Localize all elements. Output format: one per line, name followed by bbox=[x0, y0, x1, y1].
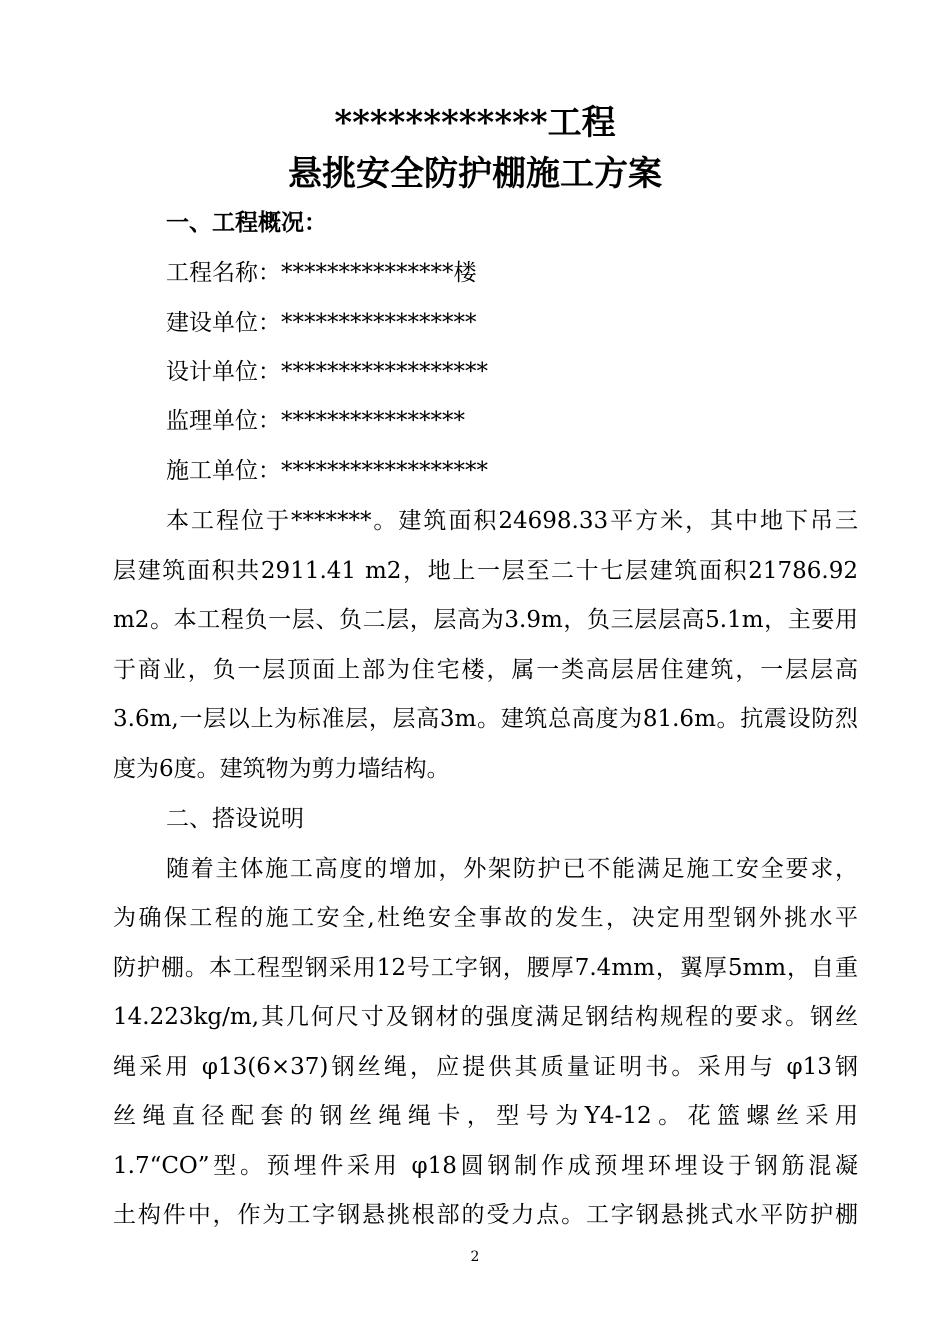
section-heading-setup: 二、搭设说明 bbox=[166, 806, 304, 832]
info-line-contractor: 施工单位：****************** bbox=[166, 458, 488, 484]
document-title-line-1: ************工程 bbox=[334, 103, 616, 143]
paragraph-setup-line: 土构件中，作为工字钢悬挑根部的受力点。工字钢悬挑式水平防护棚 bbox=[113, 1202, 858, 1228]
paragraph-overview-line: 于商业，负一层顶面上部为住宅楼，属一类高层居住建筑，一层层高 bbox=[113, 657, 858, 683]
page-number: 2 bbox=[470, 1249, 480, 1265]
paragraph-setup-line: 14.223kg/m,其几何尺寸及钢材的强度满足钢结构规程的要求。钢丝 bbox=[113, 1004, 858, 1030]
paragraph-setup-line: 为确保工程的施工安全,杜绝安全事故的发生，决定用型钢外挑水平 bbox=[113, 905, 858, 931]
paragraph-setup-line: 防护棚。本工程型钢采用12号工字钢，腰厚7.4mm，翼厚5mm，自重 bbox=[113, 955, 858, 981]
paragraph-setup-line: 丝绳直径配套的钢丝绳绳卡，型号为Y4-12。花篮螺丝采用 bbox=[113, 1103, 858, 1129]
paragraph-overview-line: 度为6度。建筑物为剪力墙结构。 bbox=[113, 756, 450, 782]
info-line-owner: 建设单位：***************** bbox=[166, 310, 477, 336]
document-title-line-2: 悬挑安全防护棚施工方案 bbox=[288, 154, 662, 194]
info-line-supervisor: 监理单位：**************** bbox=[166, 408, 465, 434]
section-heading-overview: 一、工程概况： bbox=[166, 209, 327, 236]
paragraph-overview-line: 本工程位于*******。建筑面积24698.33平方米，其中地下吊三 bbox=[166, 508, 858, 534]
paragraph-overview-line: 3.6m,一层以上为标准层，层高3m。建筑总高度为81.6m。抗震设防烈 bbox=[113, 706, 858, 732]
paragraph-setup-line: 随着主体施工高度的增加，外架防护已不能满足施工安全要求， bbox=[166, 856, 858, 882]
paragraph-overview-line: m2。本工程负一层、负二层，层高为3.9m，负三层层高5.1m，主要用 bbox=[113, 607, 858, 633]
paragraph-setup-line: 绳采用 φ13(6×37)钢丝绳，应提供其质量证明书。采用与 φ13钢 bbox=[113, 1054, 858, 1080]
info-line-designer: 设计单位：****************** bbox=[166, 359, 488, 385]
info-line-project-name: 工程名称：***************楼 bbox=[166, 260, 477, 286]
paragraph-overview-line: 层建筑面积共2911.41 m2，地上一层至二十七层建筑面积21786.92 bbox=[113, 558, 858, 584]
paragraph-setup-line: 1.7“CO”型。预埋件采用 φ18圆钢制作成预埋环埋设于钢筋混凝 bbox=[113, 1153, 858, 1179]
